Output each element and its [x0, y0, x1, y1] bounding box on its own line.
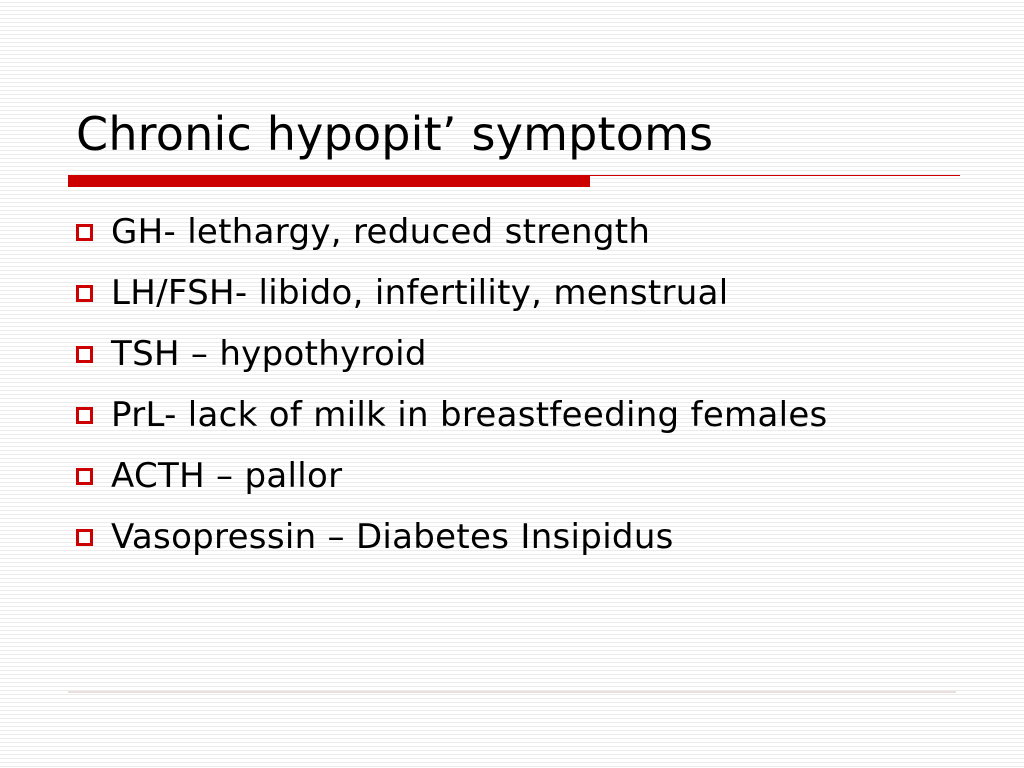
- bullet-text: Vasopressin – Diabetes Insipidus: [111, 516, 674, 557]
- bullet-text: TSH – hypothyroid: [111, 333, 427, 374]
- hollow-square-icon: [76, 285, 93, 302]
- hollow-square-icon: [76, 407, 93, 424]
- hollow-square-icon: [76, 346, 93, 363]
- bullet-text: ACTH – pallor: [111, 455, 343, 496]
- bullet-item: [76, 506, 828, 567]
- bullet-item: [76, 201, 828, 262]
- bullet-item: [76, 445, 828, 506]
- title-underline-thin: [590, 175, 960, 176]
- bullet-item: [76, 384, 828, 445]
- bullet-list: [76, 201, 828, 567]
- footer-divider: [68, 691, 956, 693]
- hollow-square-icon: [76, 468, 93, 485]
- title-underline-thick: [68, 175, 590, 187]
- bullet-item: [76, 323, 828, 384]
- bullet-text: GH- lethargy, reduced strength: [111, 211, 651, 252]
- bullet-text: LH/FSH- libido, infertility, menstrual: [111, 272, 729, 313]
- hollow-square-icon: [76, 224, 93, 241]
- slide-title: Chronic hypopit’ symptoms: [76, 107, 714, 161]
- bullet-text: PrL- lack of milk in breastfeeding females: [111, 394, 828, 435]
- hollow-square-icon: [76, 529, 93, 546]
- bullet-item: [76, 262, 828, 323]
